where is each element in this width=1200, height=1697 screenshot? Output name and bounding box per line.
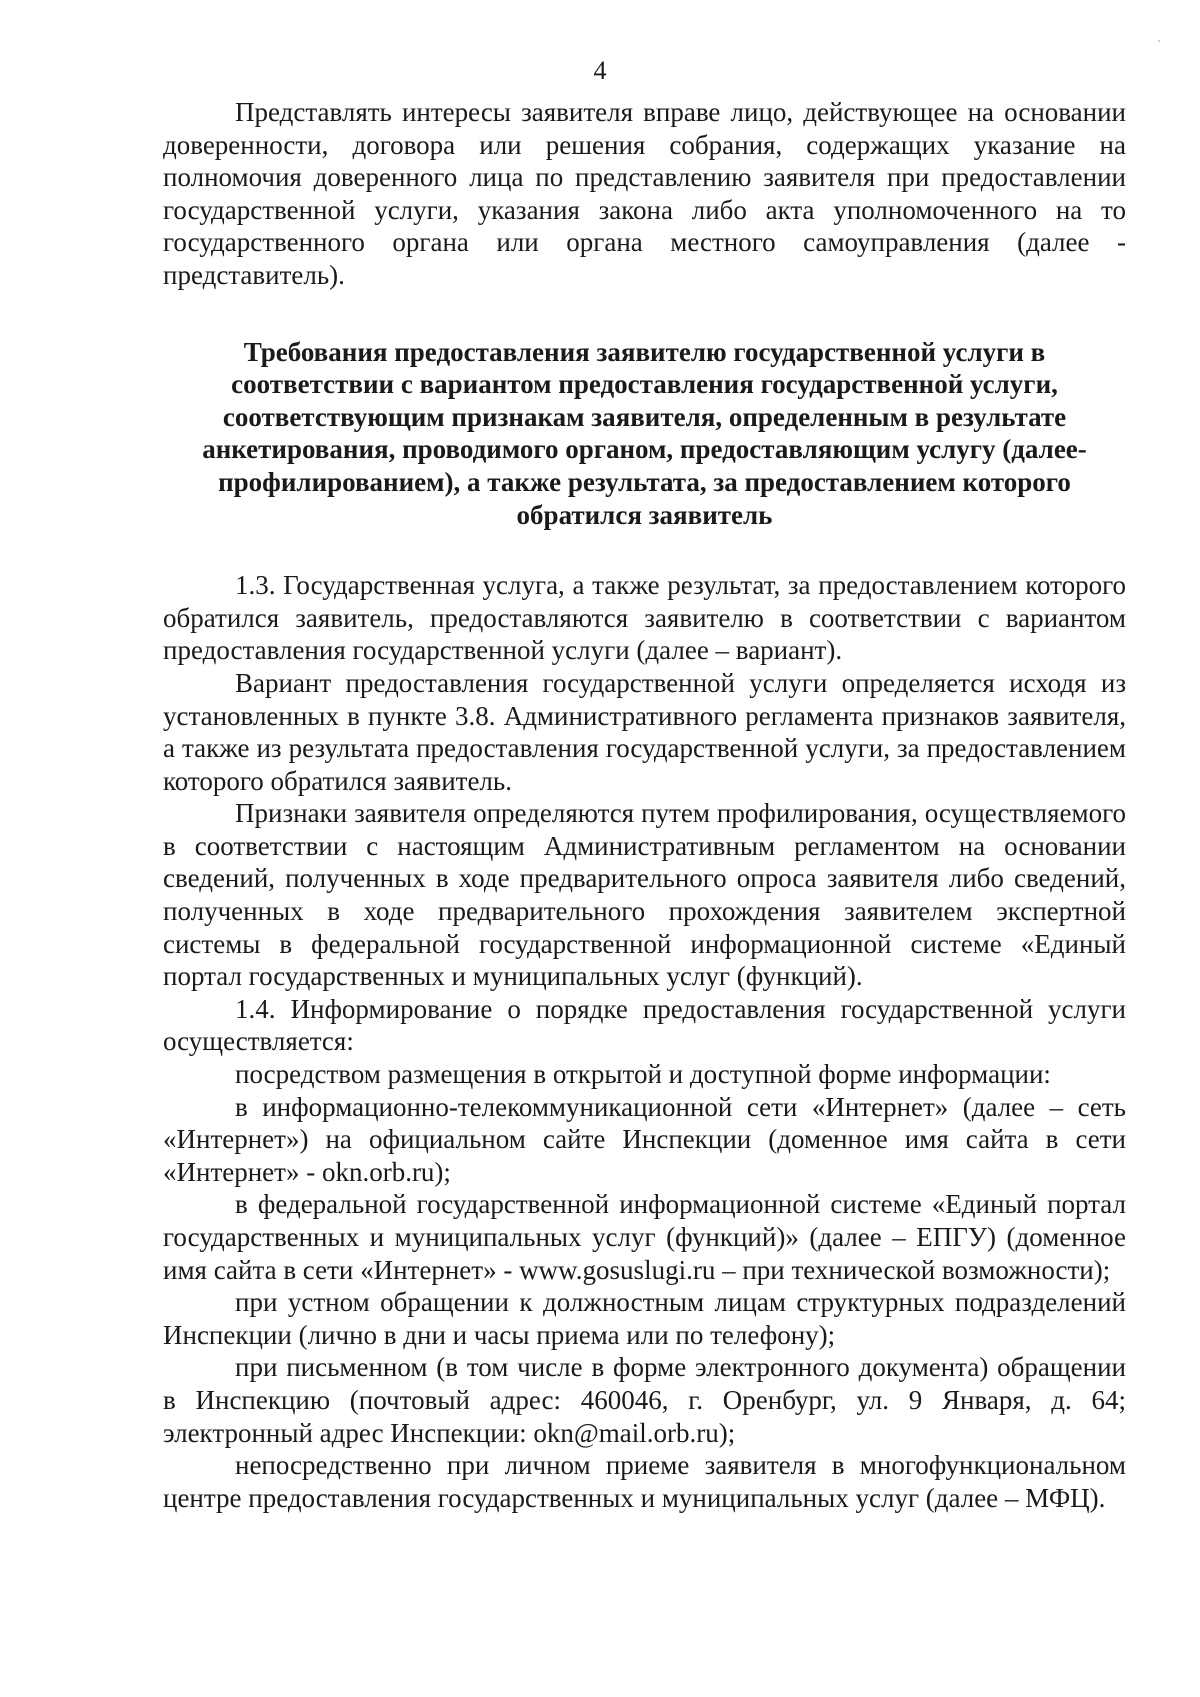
paragraph-applicant-signs: Признаки заявителя определяются путем профилирования, осуществляемого в соответствии с настоящим Административным регламентом на основании сведений, полученных в ходе предварительного опроса заявителя либо сведений, полученных в ходе предварительного прохождения заявителем экспертной системы в федеральной государственной информационной системе «Единый портал государственных и муниципальных услуг (функций). (163, 798, 1126, 992)
paragraph-epgu: в федеральной государственной информационной системе «Единый портал государственных и муниципальных услуг (функций)» (далее – ЕПГУ) (доменное имя сайта в сети «Интернет» - www.gosuslugi.ru – при технической возможности); (163, 1189, 1126, 1285)
paragraph-mfc: непосредственно при личном приеме заявителя в многофункциональном центре предоставления государственных и муниципальных услуг (далее – МФЦ). (163, 1450, 1126, 1513)
page-number: 4 (593, 56, 607, 85)
paragraph-1-4: 1.4. Информирование о порядке предоставления государственной услуги осуществляется: (163, 993, 1126, 1057)
paragraph-internet-site: в информационно-телекоммуникационной сети «Интернет» (далее – сеть «Интернет») на официальном сайте Инспекции (доменное имя сайта в сети «Интернет» - okn.orb.ru); (163, 1091, 1126, 1187)
section-heading: Требования предоставления заявителю государственной услуги в соответствии с вариантом предоставления государственной услуги, соответствующим признакам заявителя, определенным в результате анкетирования, проводимого органом, предоставляющим услугу (далее-профилированием), а также результата, за предоставлением которого обратился заявитель (202, 336, 1087, 530)
paragraph-open-info: посредством размещения в открытой и доступной форме информации: (235, 1059, 1051, 1090)
document-body (163, 96, 1126, 1514)
paragraph-1-3: 1.3. Государственная услуга, а также результат, за предоставлением которого обратился заявитель, предоставляются заявителю в соответствии с вариантом предоставления государственной услуги (далее – вариант). (163, 570, 1126, 666)
paragraph-variant: Вариант предоставления государственной услуги определяется исходя из установленных в пункте 3.8. Административного регламента признаков заявителя, а также из результата предоставления государственной услуги, за предоставлением которого обратился заявитель. (163, 667, 1126, 796)
scan-speck (1158, 40, 1160, 42)
paragraph-oral-request: при устном обращении к должностным лицам структурных подразделений Инспекции (лично в дни и часы приема или по телефону); (163, 1287, 1126, 1350)
paragraph-representative: Представлять интересы заявителя вправе лицо, действующее на основании доверенности, договора или решения собрания, содержащих указание на полномочия доверенного лица по представлению заявителя при предоставлении государственной услуги, указания закона либо акта уполномоченного на то государственного органа или органа местного самоуправления (далее - представитель). (163, 97, 1126, 290)
paragraph-written-request: при письменном (в том числе в форме электронного документа) обращении в Инспекцию (почтовый адрес: 460046, г. Оренбург, ул. 9 Января, д. 64; электронный адрес Инспекции: okn@mail.orb.ru); (163, 1352, 1126, 1448)
